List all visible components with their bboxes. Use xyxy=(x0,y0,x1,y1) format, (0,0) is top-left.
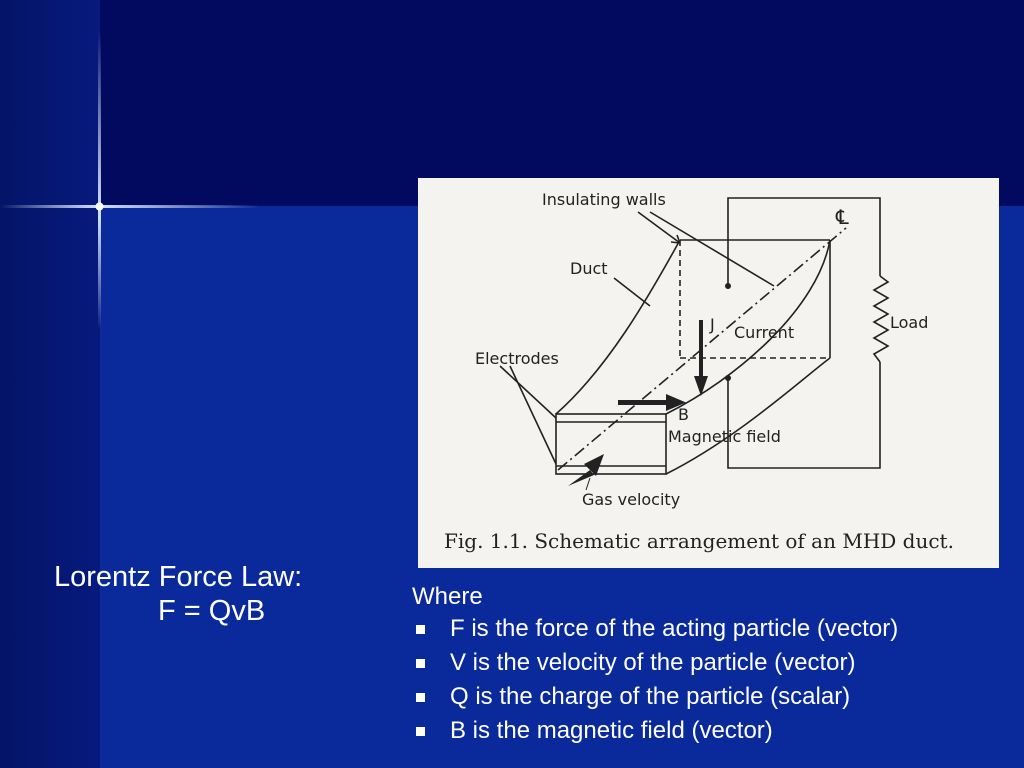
bullet-icon xyxy=(416,625,425,634)
label-gas-velocity: Gas velocity xyxy=(582,490,681,509)
title-line-2-equation: F = QvB xyxy=(158,595,266,627)
title-line-1: Lorentz Force Law: xyxy=(54,561,303,593)
definition-text: V is the velocity of the particle (vector) xyxy=(450,649,856,676)
load-resistor xyxy=(874,276,888,362)
slide-title xyxy=(40,560,370,628)
label-insulating-walls: Insulating walls xyxy=(542,190,666,209)
front-box xyxy=(556,414,666,474)
electrode-terminal-top xyxy=(725,283,731,289)
label-magnetic-field: Magnetic field xyxy=(668,427,781,446)
label-load: Load xyxy=(890,313,929,332)
definition-item xyxy=(412,649,1012,677)
definition-text: B is the magnetic field (vector) xyxy=(450,717,773,744)
electrode-terminal-bottom xyxy=(725,375,731,381)
current-arrow-head xyxy=(694,376,708,396)
bullet-icon xyxy=(416,693,425,702)
bullet-icon xyxy=(416,727,425,736)
label-duct: Duct xyxy=(570,259,608,278)
definitions-list xyxy=(412,615,1012,745)
label-j: J xyxy=(710,315,715,334)
definition-text: F is the force of the acting particle (vector) xyxy=(450,615,899,642)
label-b: B xyxy=(678,405,689,424)
slide-background-top xyxy=(0,0,1024,206)
definition-item xyxy=(412,615,1012,643)
duct-wall-bottom xyxy=(666,358,830,474)
label-centerline: ℄ xyxy=(836,205,849,229)
magnetic-arrow-shaft xyxy=(618,400,666,405)
label-electrodes: Electrodes xyxy=(475,349,559,368)
bullet-icon xyxy=(416,659,425,668)
definitions-intro: Where xyxy=(412,583,483,610)
definition-text: Q is the charge of the particle (scalar) xyxy=(450,683,851,710)
slide-background-left-band xyxy=(0,0,100,768)
definition-item xyxy=(412,717,1012,745)
definition-item xyxy=(412,683,1012,711)
mhd-duct-figure xyxy=(418,178,999,568)
gas-velocity-arrow-shaft xyxy=(568,470,594,486)
label-current: Current xyxy=(734,323,795,342)
definitions-block xyxy=(412,583,1012,751)
current-arrow-shaft xyxy=(699,320,703,380)
figure-caption: Fig. 1.1. Schematic arrangement of an MHD duct. xyxy=(444,529,954,553)
